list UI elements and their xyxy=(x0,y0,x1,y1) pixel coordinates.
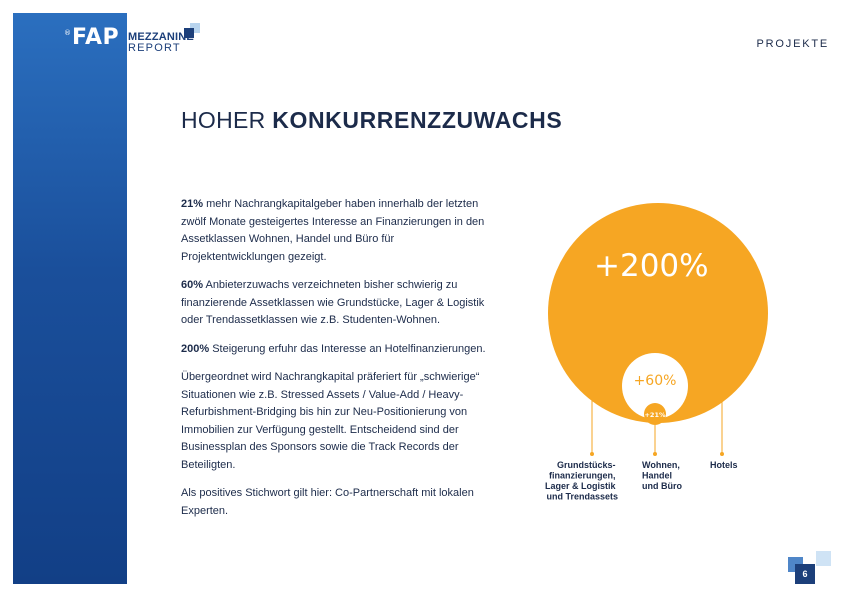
category-label-line: und Büro xyxy=(642,481,682,491)
paragraph xyxy=(181,485,491,520)
category-label-wohnen xyxy=(642,460,682,491)
page-square-light xyxy=(816,551,831,566)
logo-mezzanine: MEZZANINE xyxy=(128,31,194,43)
category-label-line: finanzierungen, xyxy=(548,470,616,481)
paragraph-text: mehr Nachrangkapitalgeber haben innerhalb der letzten zwölf Monate gesteigertes Interesse an Finanzierungen in den Assetklassen Wohnen, Handel und Büro für Projektentwicklungen gezeigt. xyxy=(181,198,485,263)
category-label-line: Wohnen, xyxy=(642,460,680,470)
sidebar-band xyxy=(13,13,127,584)
body-text xyxy=(181,196,491,531)
category-label-line: Lager & Logistik xyxy=(544,481,616,491)
paragraph xyxy=(181,369,491,474)
logo-brand: FAP xyxy=(72,25,120,50)
paragraph-text: Steigerung erfuhr das Interesse an Hotelfinanzierungen. xyxy=(209,342,486,355)
paragraph-lead: 60% xyxy=(181,279,204,291)
paragraph-lead: 200% xyxy=(181,342,210,355)
category-label-line: und Trendassets xyxy=(546,491,618,502)
category-label-grundstuecke xyxy=(545,460,618,502)
title-light: HOHER xyxy=(181,107,273,133)
category-label-line: Hotels xyxy=(710,460,738,470)
paragraph-text: Anbieterzuwachs verzeichneten bisher schwierig zu finanzierende Assetklassen wie Grundstücke, Lager & Logistik oder Trendassetklassen wie z.B. Studenten-Wohnen. xyxy=(181,279,485,326)
category-label-line: Grundstücks- xyxy=(556,460,616,470)
data-label-wohnen: +21% xyxy=(644,411,666,419)
paragraph-text: Als positives Stichwort gilt hier: Co-Partnerschaft mit lokalen Experten. xyxy=(181,487,474,517)
category-label-hotels xyxy=(710,460,738,470)
growth-bubble-chart xyxy=(530,180,790,510)
leader-dot-wohnen xyxy=(653,452,657,456)
leader-dot-hotels xyxy=(720,452,724,456)
page-number: 6 xyxy=(795,564,815,584)
paragraph-lead: 21% xyxy=(181,198,204,210)
logo-report: REPORT xyxy=(128,42,181,54)
category-label-line: Handel xyxy=(642,470,673,481)
paragraph xyxy=(181,341,491,359)
page-title xyxy=(181,107,562,134)
paragraph-text: Übergeordnet wird Nachrangkapital präferiert für „schwierige“ Situationen wie z.B. Stressed Assets / Value-Add / Heavy-Refurbishment-Bridging bis hin zur Neu-Positionierung von Immobilien zur Verfügung gestellt. Entscheidend sind der Businessplan des Sponsors sowie die Track Records der Beteiligten. xyxy=(181,371,480,471)
paragraph xyxy=(181,196,491,266)
data-label-hotels: +200% xyxy=(594,248,709,284)
logo-registered-mark: ® xyxy=(64,29,71,37)
data-label-grundstuecke: +60% xyxy=(633,373,677,389)
title-bold: KONKURRENZZUWACHS xyxy=(272,107,563,133)
leader-dot-grundstuecke xyxy=(590,452,594,456)
section-label: PROJEKTE xyxy=(756,38,829,50)
paragraph xyxy=(181,277,491,330)
